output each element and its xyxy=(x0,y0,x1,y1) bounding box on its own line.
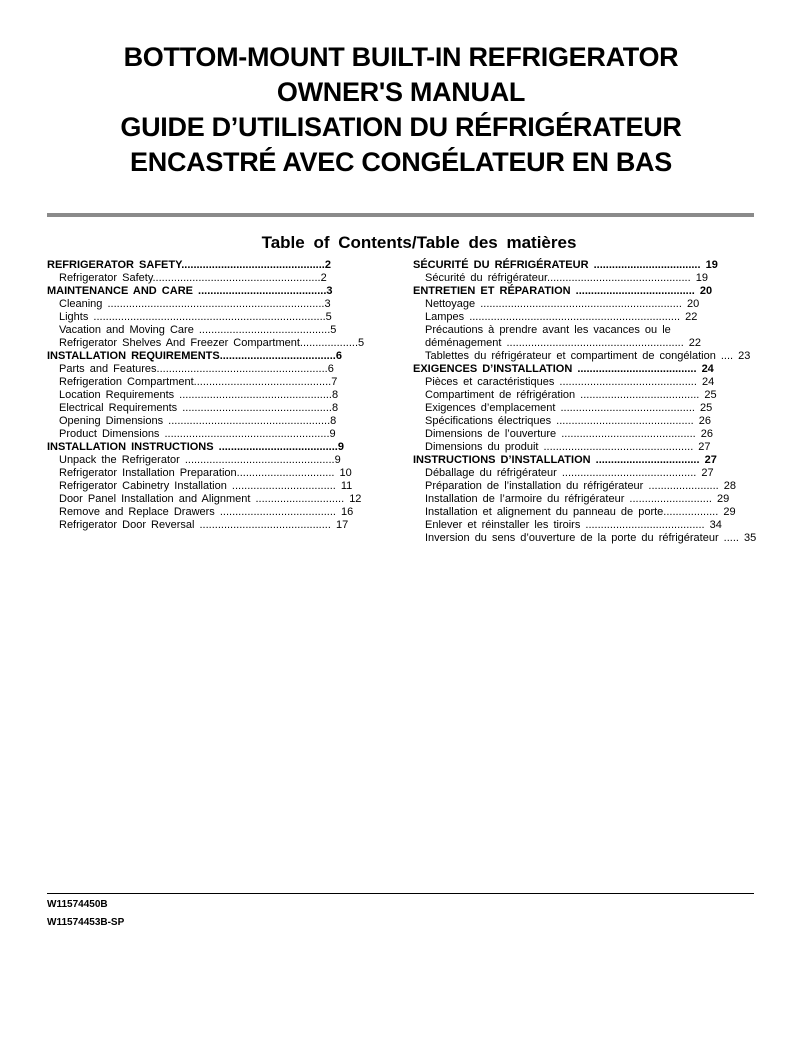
toc-entry[interactable]: Refrigerator Cabinetry Installation .................................. 11 xyxy=(59,480,353,492)
toc-entry[interactable]: Dimensions du produit ................................................. 27 xyxy=(425,441,711,453)
document-title xyxy=(0,40,802,180)
toc-entry[interactable]: Installation et alignement du panneau de porte.................. 29 xyxy=(425,506,736,518)
title-line: BOTTOM-MOUNT BUILT-IN REFRIGERATOR xyxy=(123,42,679,72)
toc-entry[interactable]: Opening Dimensions .....................................................8 xyxy=(59,415,337,427)
toc-entry[interactable]: Electrical Requirements .................................................8 xyxy=(59,402,339,414)
title-line: OWNER'S MANUAL xyxy=(276,77,526,107)
toc-entry[interactable]: Remove and Replace Drawers ...................................... 16 xyxy=(59,506,354,518)
toc-entry[interactable]: Door Panel Installation and Alignment ............................. 12 xyxy=(59,493,362,505)
toc-entry[interactable]: Compartiment de réfrigération ....................................... 25 xyxy=(425,389,717,401)
toc-entry[interactable]: Installation de l’armoire du réfrigérateur ........................... 29 xyxy=(425,493,730,505)
toc-entry[interactable]: Inversion du sens d’ouverture de la porte du réfrigérateur ..... 35 xyxy=(425,532,757,544)
toc-section-entry[interactable]: INSTALLATION REQUIREMENTS......................................6 xyxy=(47,350,342,362)
toc-entry[interactable]: Cleaning .......................................................................3 xyxy=(59,298,331,310)
toc-entry[interactable]: Product Dimensions ......................................................9 xyxy=(59,428,336,440)
toc-heading: Table of Contents/Table des matières xyxy=(261,233,577,252)
toc-entry[interactable]: Refrigerator Shelves And Freezer Compartment...................5 xyxy=(59,337,365,349)
toc-column-english xyxy=(47,259,397,532)
toc-entry[interactable]: Refrigeration Compartment.............................................7 xyxy=(59,376,338,388)
toc-entry[interactable]: Exigences d’emplacement ............................................ 25 xyxy=(425,402,713,414)
toc-entry[interactable]: Nettoyage .................................................................. 20 xyxy=(425,298,700,310)
toc-section-entry[interactable]: REFRIGERATOR SAFETY...............................................2 xyxy=(47,259,331,271)
bottom-divider xyxy=(47,893,754,894)
toc-entry[interactable]: Lampes ..................................................................... 22 xyxy=(425,311,698,323)
toc-entry[interactable]: déménagement .......................................................... 22 xyxy=(425,337,702,349)
toc-section-entry[interactable]: ENTRETIEN ET RÉPARATION ....................................... 20 xyxy=(413,285,713,297)
toc-entry[interactable]: Sécurité du réfrigérateur............................................... 19 xyxy=(425,272,708,284)
toc-entry[interactable]: Refrigerator Installation Preparation................................ 10 xyxy=(59,467,352,479)
toc-entry[interactable]: Enlever et réinstaller les tiroirs ....................................... 34 xyxy=(425,519,722,531)
toc-entry[interactable]: Spécifications électriques ............................................. 26 xyxy=(425,415,711,427)
toc-section-entry[interactable]: INSTRUCTIONS D’INSTALLATION .................................. 27 xyxy=(413,454,717,466)
toc-entry[interactable]: Parts and Features........................................................6 xyxy=(59,363,334,375)
toc-column-french xyxy=(413,259,798,545)
toc-section-entry[interactable]: SÉCURITÉ DU RÉFRIGÉRATEUR ................................... 19 xyxy=(413,259,718,271)
toc-entry[interactable]: Dimensions de l’ouverture ............................................ 26 xyxy=(425,428,713,440)
toc-section-entry[interactable]: INSTALLATION INSTRUCTIONS .......................................9 xyxy=(47,441,344,453)
toc-section-entry[interactable]: EXIGENCES D’INSTALLATION ....................................... 24 xyxy=(413,363,714,375)
toc-entry[interactable]: Refrigerator Door Reversal ........................................... 17 xyxy=(59,519,349,531)
toc-entry[interactable]: Location Requirements ..................................................8 xyxy=(59,389,339,401)
toc-entry[interactable]: Pièces et caractéristiques ............................................. 24 xyxy=(425,376,715,388)
toc-entry[interactable]: Préparation de l’installation du réfrigérateur ....................... 28 xyxy=(425,480,736,492)
toc-entry[interactable]: Lights ............................................................................5 xyxy=(59,311,332,323)
toc-entry[interactable]: Précautions à prendre avant les vacances ou le xyxy=(425,324,671,336)
toc-section-entry[interactable]: MAINTENANCE AND CARE ..........................................3 xyxy=(47,285,333,297)
title-line: GUIDE D’UTILISATION DU RÉFRIGÉRATEUR xyxy=(120,112,682,142)
title-line: ENCASTRÉ AVEC CONGÉLATEUR EN BAS xyxy=(130,147,672,177)
part-number-sp: W11574453B-SP xyxy=(47,917,125,928)
toc-entry[interactable]: Refrigerator Safety.......................................................2 xyxy=(59,272,327,284)
toc-entry[interactable]: Unpack the Refrigerator .................................................9 xyxy=(59,454,341,466)
top-divider xyxy=(47,213,754,217)
toc-entry[interactable]: Vacation and Moving Care ...........................................5 xyxy=(59,324,337,336)
part-number: W11574450B xyxy=(47,899,108,910)
toc-entry[interactable]: Déballage du réfrigérateur ............................................ 27 xyxy=(425,467,714,479)
toc-entry[interactable]: Tablettes du réfrigérateur et compartiment de congélation .... 23 xyxy=(425,350,751,362)
